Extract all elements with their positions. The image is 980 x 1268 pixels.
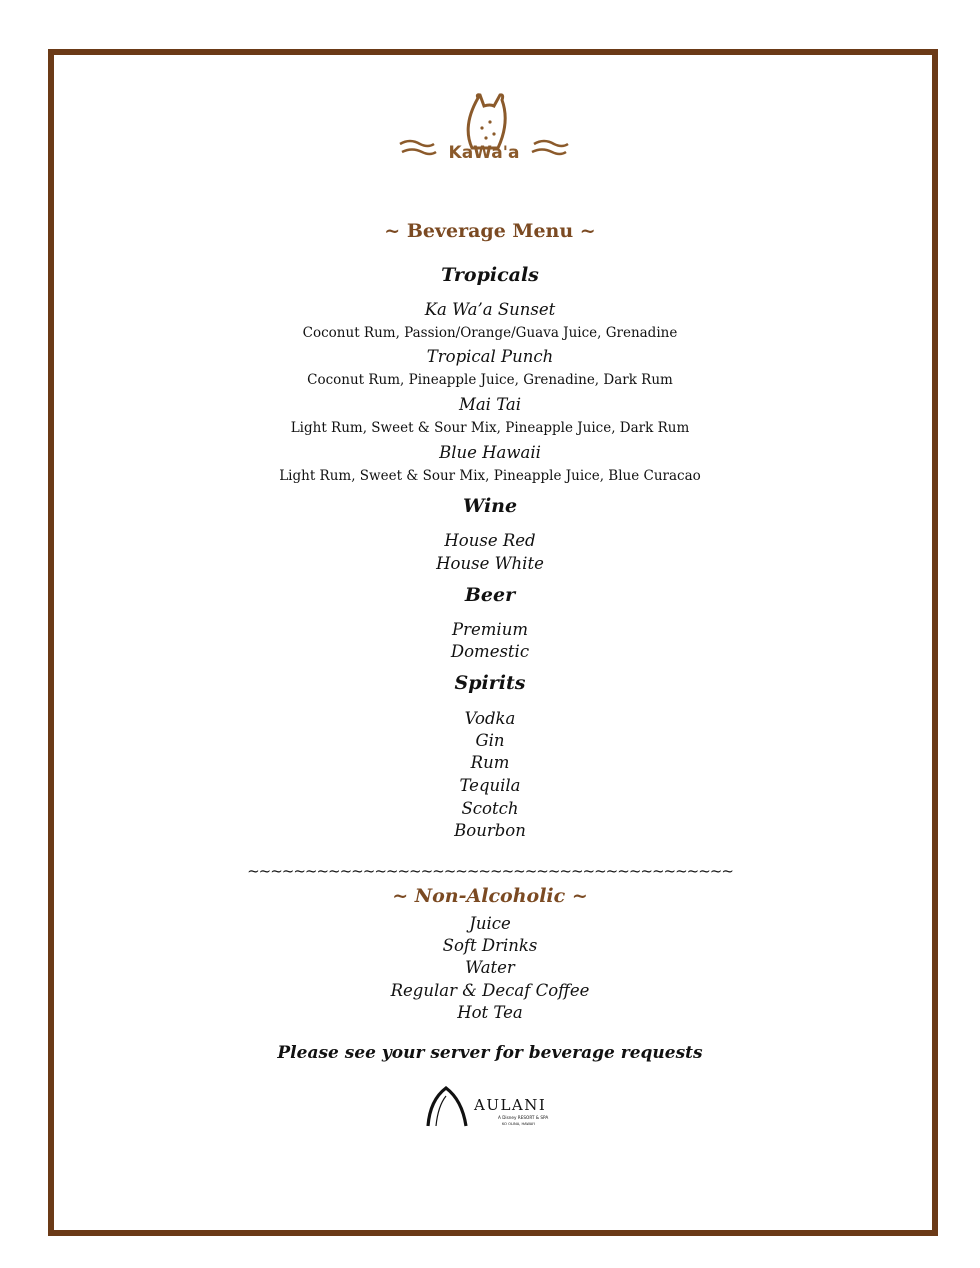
aulani-logo — [424, 1086, 564, 1130]
list-item: Tequila — [459, 776, 521, 795]
svg-text:KO OLINA, HAWAI'I: KO OLINA, HAWAI'I — [502, 1122, 536, 1126]
drink-name: Tropical Punch — [426, 347, 554, 366]
svg-text:KaWa'a: KaWa'a — [448, 143, 520, 163]
drink-ingredients: Light Rum, Sweet & Sour Mix, Pineapple Juice, Blue Curacao — [279, 468, 701, 484]
tilde-divider: ~~~~~~~~~~~~~~~~~~~~~~~~~~~~~~~~~~~~~~~~~~ — [247, 862, 733, 880]
list-item: Bourbon — [454, 821, 526, 840]
section-heading-tropicals: Tropicals — [441, 264, 539, 286]
section-heading-spirits: Spirits — [454, 672, 526, 694]
drink-name: Ka Wa’a Sunset — [424, 300, 556, 319]
list-item: Hot Tea — [457, 1003, 523, 1022]
drink-ingredients: Coconut Rum, Passion/Orange/Guava Juice, Grenadine — [302, 325, 678, 341]
drink-ingredients: Coconut Rum, Pineapple Juice, Grenadine, Dark Rum — [307, 372, 673, 388]
list-item: Domestic — [450, 642, 530, 661]
section-heading-wine: Wine — [462, 495, 518, 517]
list-item: Soft Drinks — [442, 936, 538, 955]
list-item: Juice — [469, 914, 511, 933]
list-item: House Red — [444, 531, 536, 550]
list-item: Scotch — [461, 799, 519, 818]
svg-text:A Disney RESORT & SPA: A Disney RESORT & SPA — [498, 1115, 549, 1120]
section-heading-beer: Beer — [464, 584, 516, 606]
list-item: House White — [436, 554, 544, 573]
server-note: Please see your server for beverage requests — [277, 1043, 703, 1063]
drink-name: Mai Tai — [458, 395, 522, 414]
kawaa-logo — [398, 92, 570, 164]
list-item: Rum — [470, 753, 510, 772]
svg-text:AULANI: AULANI — [474, 1096, 547, 1114]
list-item: Regular & Decaf Coffee — [390, 981, 590, 1000]
list-item: Premium — [452, 620, 528, 639]
drink-name: Blue Hawaii — [439, 443, 541, 462]
section-heading-non-alcoholic: ~ Non-Alcoholic ~ — [392, 885, 588, 907]
drink-ingredients: Light Rum, Sweet & Sour Mix, Pineapple Juice, Dark Rum — [290, 420, 690, 436]
menu-title: ~ Beverage Menu ~ — [384, 220, 596, 242]
list-item: Vodka — [464, 709, 516, 728]
list-item: Gin — [475, 731, 505, 750]
list-item: Water — [465, 958, 515, 977]
